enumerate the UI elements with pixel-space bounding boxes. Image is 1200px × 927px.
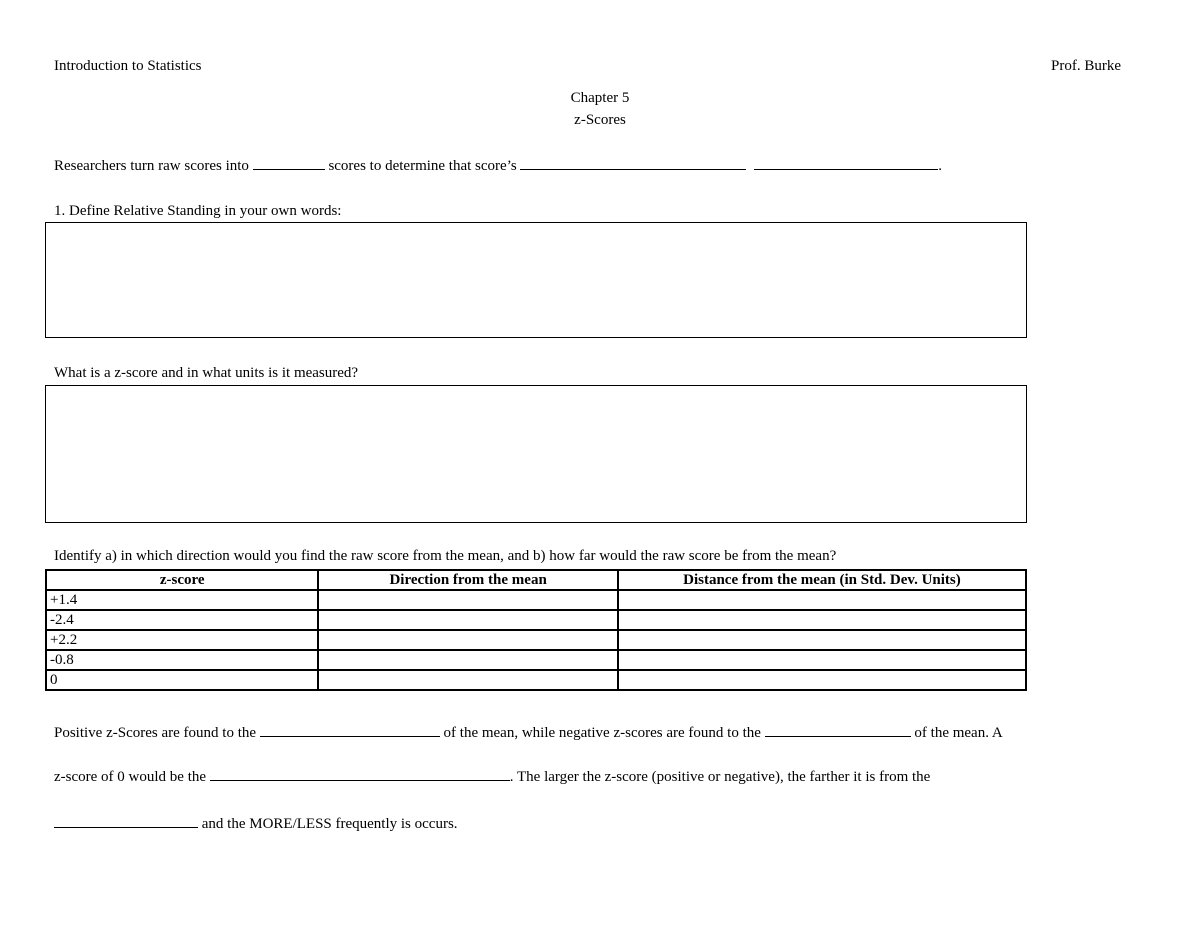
distance-cell[interactable] [618,630,1026,650]
fill-text-1c: of the mean. A [914,725,1003,741]
direction-cell[interactable] [318,590,617,610]
header-direction: Direction from the mean [318,570,617,590]
professor-name: Prof. Burke [1051,58,1121,74]
blank-relative[interactable] [520,157,746,170]
chapter-title: Chapter 5 [570,90,630,106]
answer-box-relative-standing[interactable] [45,222,1027,338]
direction-cell[interactable] [318,630,617,650]
direction-cell[interactable] [318,610,617,630]
fill-text-1a: Positive z-Scores are found to the [54,725,257,741]
table-prompt: Identify a) in which direction would you find the raw score from the mean, and b) how far would the raw score be from the mean? [54,548,837,564]
z-score-cell: -2.4 [46,610,318,630]
header-distance: Distance from the mean (in Std. Dev. Units) [618,570,1026,590]
z-score-cell: +2.2 [46,630,318,650]
distance-cell[interactable] [618,650,1026,670]
blank-zero-meaning[interactable] [210,768,510,781]
intro-sentence [54,157,942,175]
blank-farther-from[interactable] [54,815,198,828]
table-row [46,650,1026,670]
intro-text-1: Researchers turn raw scores into [54,158,249,174]
fill-in-line-2 [54,768,930,786]
z-score-cell: -0.8 [46,650,318,670]
z-score-cell: 0 [46,670,318,690]
blank-standing[interactable] [754,157,938,170]
table-row [46,630,1026,650]
intro-period: . [938,158,942,174]
blank-z[interactable] [253,157,325,170]
fill-text-2a: z-score of 0 would be the [54,769,207,785]
distance-cell[interactable] [618,610,1026,630]
header-z-score: z-score [46,570,318,590]
intro-text-2: scores to determine that score’s [328,158,517,174]
z-score-table [45,569,1027,691]
fill-in-line-1 [54,724,1003,742]
blank-negative-side[interactable] [765,724,911,737]
table-row [46,590,1026,610]
fill-text-2b: . The larger the z-score (positive or negative), the farther it is from the [509,769,931,785]
question-2-label: What is a z-score and in what units is it measured? [54,365,359,381]
fill-in-line-3 [54,815,458,833]
table-row [46,610,1026,630]
answer-box-z-score-definition[interactable] [45,385,1027,523]
fill-text-3a: and the MORE/LESS frequently is occurs. [201,816,458,832]
course-title: Introduction to Statistics [54,58,202,74]
topic-title: z-Scores [574,112,626,128]
question-1-label: 1. Define Relative Standing in your own words: [54,203,342,219]
blank-positive-side[interactable] [260,724,440,737]
table-row [46,670,1026,690]
direction-cell[interactable] [318,650,617,670]
fill-text-1b: of the mean, while negative z-scores are found to the [443,725,761,741]
distance-cell[interactable] [618,590,1026,610]
table-header-row [46,570,1026,590]
distance-cell[interactable] [618,670,1026,690]
direction-cell[interactable] [318,670,617,690]
z-score-cell: +1.4 [46,590,318,610]
